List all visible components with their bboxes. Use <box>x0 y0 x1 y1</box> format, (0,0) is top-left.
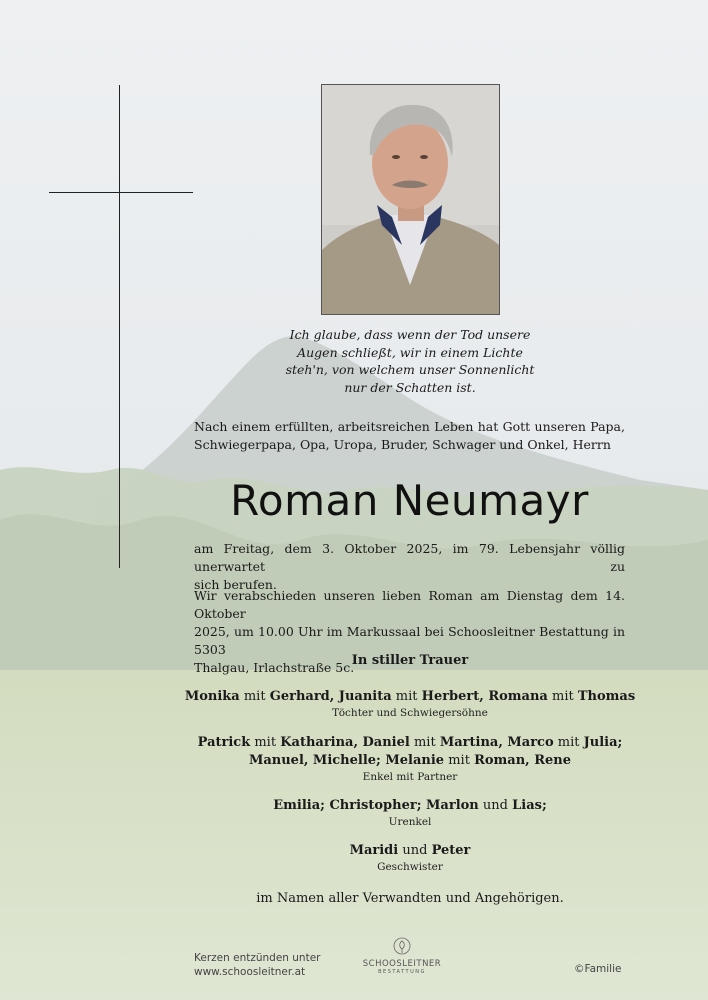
family-relation: Enkel mit Partner <box>362 771 458 783</box>
candles-text: Kerzen entzünden unter <box>194 952 321 964</box>
connector: und <box>482 798 508 813</box>
family-group-siblings <box>160 842 660 874</box>
family-name: Patrick <box>197 735 251 750</box>
farewell-line: Wir verabschieden unseren lieben Roman am Dienstag dem 14. Oktober <box>194 588 625 621</box>
death-notice <box>194 540 625 594</box>
family-name: Julia; <box>583 735 623 750</box>
family-name: Roman, Rene <box>474 753 572 768</box>
connector: mit <box>448 753 470 768</box>
family-name: Gerhard, Juanita <box>269 689 392 704</box>
intro-line: Schwiegerpapa, Opa, Uropa, Bruder, Schwager und Onkel, Herrn <box>194 437 611 452</box>
family-group-great-grandchildren <box>160 797 660 829</box>
quote <box>280 326 540 396</box>
quote-line: Augen schließt, wir in einem Lichte <box>297 344 523 360</box>
family-relation: Urenkel <box>388 816 432 828</box>
logo-subtitle: BESTATTUNG <box>378 969 426 975</box>
connector: mit <box>557 735 580 750</box>
candles-notice <box>194 951 320 979</box>
rose-icon <box>393 937 411 955</box>
family-names <box>160 842 660 860</box>
farewell-line: Thalgau, Irlachstraße 5c. <box>194 660 355 675</box>
cross-horizontal-bar <box>49 192 193 193</box>
death-line: sich berufen. <box>194 577 277 592</box>
family-names <box>160 688 660 706</box>
quote-line: nur der Schatten ist. <box>344 379 476 395</box>
copyright: ©Familie <box>574 963 622 975</box>
website-link[interactable]: www.schoosleitner.at <box>194 966 306 978</box>
connector: mit <box>395 689 418 704</box>
family-relation: Geschwister <box>377 861 443 873</box>
connector: mit <box>552 689 574 704</box>
family-name: Katharina, Daniel <box>280 735 410 750</box>
portrait-illustration <box>322 85 499 314</box>
family-name: Emilia; Christopher; Marlon <box>273 798 479 813</box>
family-names <box>160 752 660 770</box>
family-name: Lias; <box>512 798 547 813</box>
portrait-photo <box>321 84 500 315</box>
family-name: Manuel, Michelle; Melanie <box>248 753 445 768</box>
logo-name: SCHOOSLEITNER <box>362 959 442 969</box>
connector: und <box>402 843 428 858</box>
farewell-line: 2025, um 10.00 Uhr im Markussaal bei Schoosleitner Bestattung in 5303 <box>194 624 625 657</box>
family-name: Martina, Marco <box>439 735 554 750</box>
quote-line: Ich glaube, dass wenn der Tod unsere <box>289 327 531 342</box>
connector: mit <box>254 735 277 750</box>
family-names <box>160 734 660 752</box>
closing-line: im Namen aller Verwandten und Angehörigen. <box>256 891 564 906</box>
intro-text <box>194 418 625 454</box>
family-group-children <box>160 688 660 720</box>
family-names <box>160 797 660 815</box>
cross-vertical-bar <box>119 85 120 568</box>
connector: mit <box>413 735 436 750</box>
funeral-home-logo <box>360 937 444 975</box>
family-group-grandchildren <box>160 734 660 784</box>
family-name: Peter <box>431 843 471 858</box>
death-line: am Freitag, dem 3. Oktober 2025, im 79. Lebensjahr völlig unerwartet zu <box>194 541 625 574</box>
family-name: Thomas <box>577 689 636 704</box>
deceased-name: Roman Neumayr <box>230 476 589 525</box>
quote-line: steh'n, von welchem unser Sonnenlicht <box>285 362 535 377</box>
connector: mit <box>243 689 266 704</box>
intro-line: Nach einem erfüllten, arbeitsreichen Leben hat Gott unseren Papa, <box>194 419 625 434</box>
family-relation: Töchter und Schwiegersöhne <box>332 707 488 719</box>
family-name: Monika <box>184 689 240 704</box>
mourning-heading: In stiller Trauer <box>351 653 469 668</box>
family-name: Maridi <box>349 843 399 858</box>
family-name: Herbert, Romana <box>421 689 548 704</box>
